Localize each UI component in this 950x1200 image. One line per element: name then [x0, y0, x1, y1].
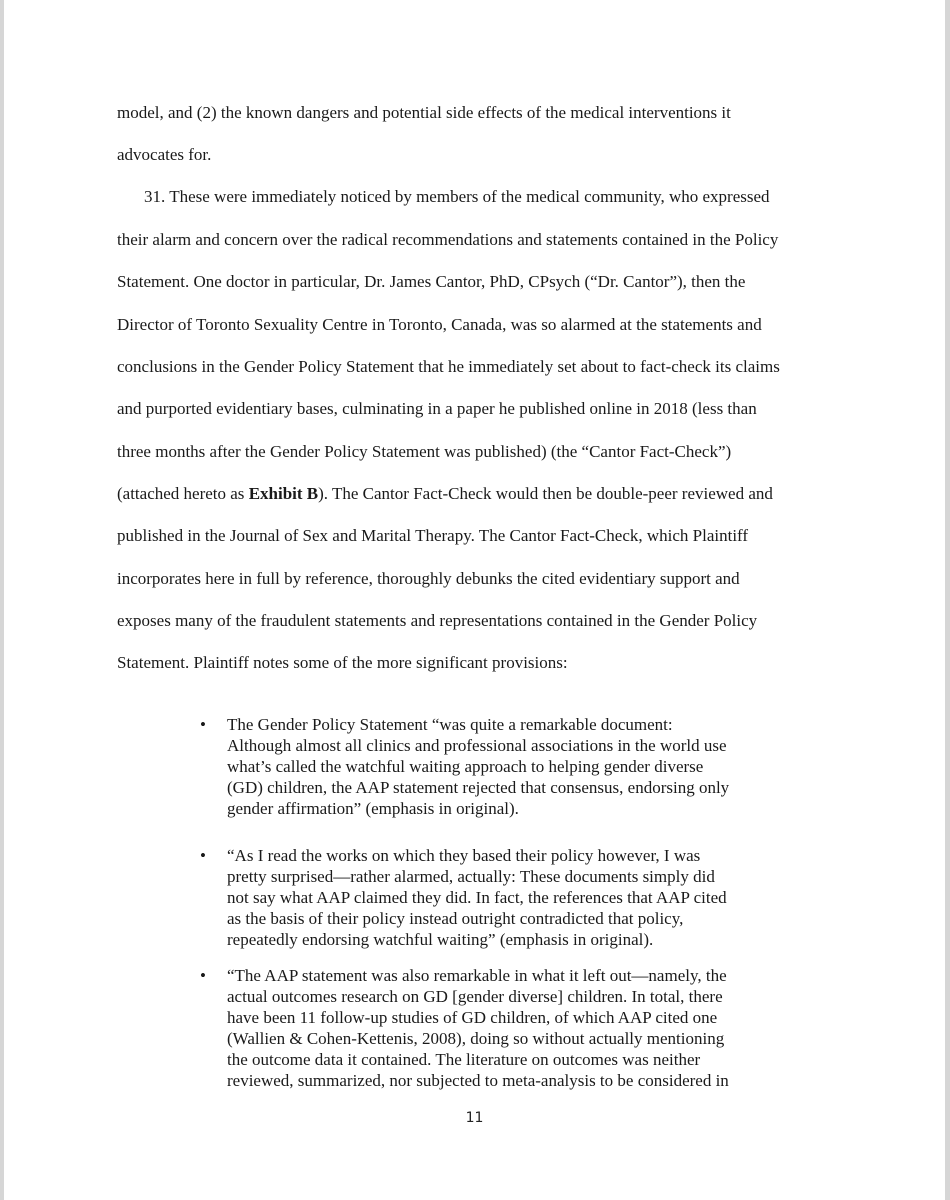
- bullet-text-line: the outcome data it contained. The literature on outcomes was neither: [227, 1050, 701, 1069]
- body-text: These were immediately noticed by members of the medical community, who expressed: [169, 187, 770, 206]
- bullet-text-line: repeatedly endorsing watchful waiting” (emphasis in original).: [227, 930, 654, 949]
- document-page: [4, 0, 945, 1200]
- body-text-line: conclusions in the Gender Policy Statement that he immediately set about to fact-check its claims: [117, 357, 780, 376]
- body-text-line: published in the Journal of Sex and Marital Therapy. The Cantor Fact-Check, which Plaintiff: [117, 526, 749, 545]
- bullet-text-line: (GD) children, the AAP statement rejected that consensus, endorsing only: [227, 778, 730, 797]
- bullet-text: [227, 965, 729, 1091]
- body-text-line: Statement. One doctor in particular, Dr. James Cantor, PhD, CPsych (“Dr. Cantor”), then the: [117, 272, 746, 291]
- body-text-line: incorporates here in full by reference, thoroughly debunks the cited evidentiary support and: [117, 569, 740, 588]
- page-number: 11: [465, 1110, 484, 1126]
- bullet-text-line: “As I read the works on which they based their policy however, I was: [227, 846, 701, 865]
- bullet-text-line: “The AAP statement was also remarkable in what it left out—namely, the: [227, 966, 727, 985]
- bullet-icon: •: [200, 715, 206, 734]
- bullet-icon: •: [200, 846, 206, 865]
- exhibit-reference-line: [117, 484, 773, 504]
- paragraph-31-first-line: [144, 187, 770, 207]
- bullet-text-line: have been 11 follow-up studies of GD children, of which AAP cited one: [227, 1008, 718, 1027]
- body-text-line: their alarm and concern over the radical recommendations and statements contained in the Policy: [117, 230, 779, 249]
- body-text: (attached hereto as: [117, 484, 249, 503]
- bullet-text-line: as the basis of their policy instead outright contradicted that policy,: [227, 909, 684, 928]
- body-text-line: three months after the Gender Policy Statement was published) (the “Cantor Fact-Check”): [117, 442, 732, 461]
- body-text-line: Director of Toronto Sexuality Centre in Toronto, Canada, was so alarmed at the statements and: [117, 315, 762, 334]
- body-text-line: exposes many of the fraudulent statements and representations contained in the Gender Policy: [117, 611, 758, 630]
- bullet-text-line: pretty surprised—rather alarmed, actually: These documents simply did: [227, 867, 715, 886]
- exhibit-b-label: Exhibit B: [248, 484, 319, 503]
- bullet-text: [227, 845, 727, 950]
- body-text-line: and purported evidentiary bases, culminating in a paper he published online in 2018 (less than: [117, 399, 757, 418]
- bullet-text-line: what’s called the watchful waiting approach to helping gender diverse: [227, 757, 704, 776]
- body-text-line: advocates for.: [117, 145, 212, 164]
- bullet-icon: •: [200, 966, 206, 985]
- body-text-line: Statement. Plaintiff notes some of the more significant provisions:: [117, 653, 568, 672]
- bullet-text-line: (Wallien & Cohen-Kettenis, 2008), doing so without actually mentioning: [227, 1029, 725, 1048]
- bullet-text-line: not say what AAP claimed they did. In fact, the references that AAP cited: [227, 888, 727, 907]
- bullet-text-line: The Gender Policy Statement “was quite a remarkable document:: [227, 715, 673, 734]
- bullet-text: [227, 714, 729, 819]
- bullet-text-line: reviewed, summarized, nor subjected to meta-analysis to be considered in: [227, 1071, 729, 1090]
- bullet-text-line: Although almost all clinics and professional associations in the world use: [227, 736, 727, 755]
- page-frame-right-edge: [945, 0, 950, 1200]
- paragraph-number: 31.: [144, 187, 166, 206]
- body-text: ). The Cantor Fact-Check would then be double-peer reviewed and: [318, 484, 773, 503]
- body-text-line: model, and (2) the known dangers and potential side effects of the medical interventions it: [117, 103, 731, 122]
- bullet-text-line: gender affirmation” (emphasis in original).: [227, 799, 519, 818]
- bullet-text-line: actual outcomes research on GD [gender diverse] children. In total, there: [227, 987, 723, 1006]
